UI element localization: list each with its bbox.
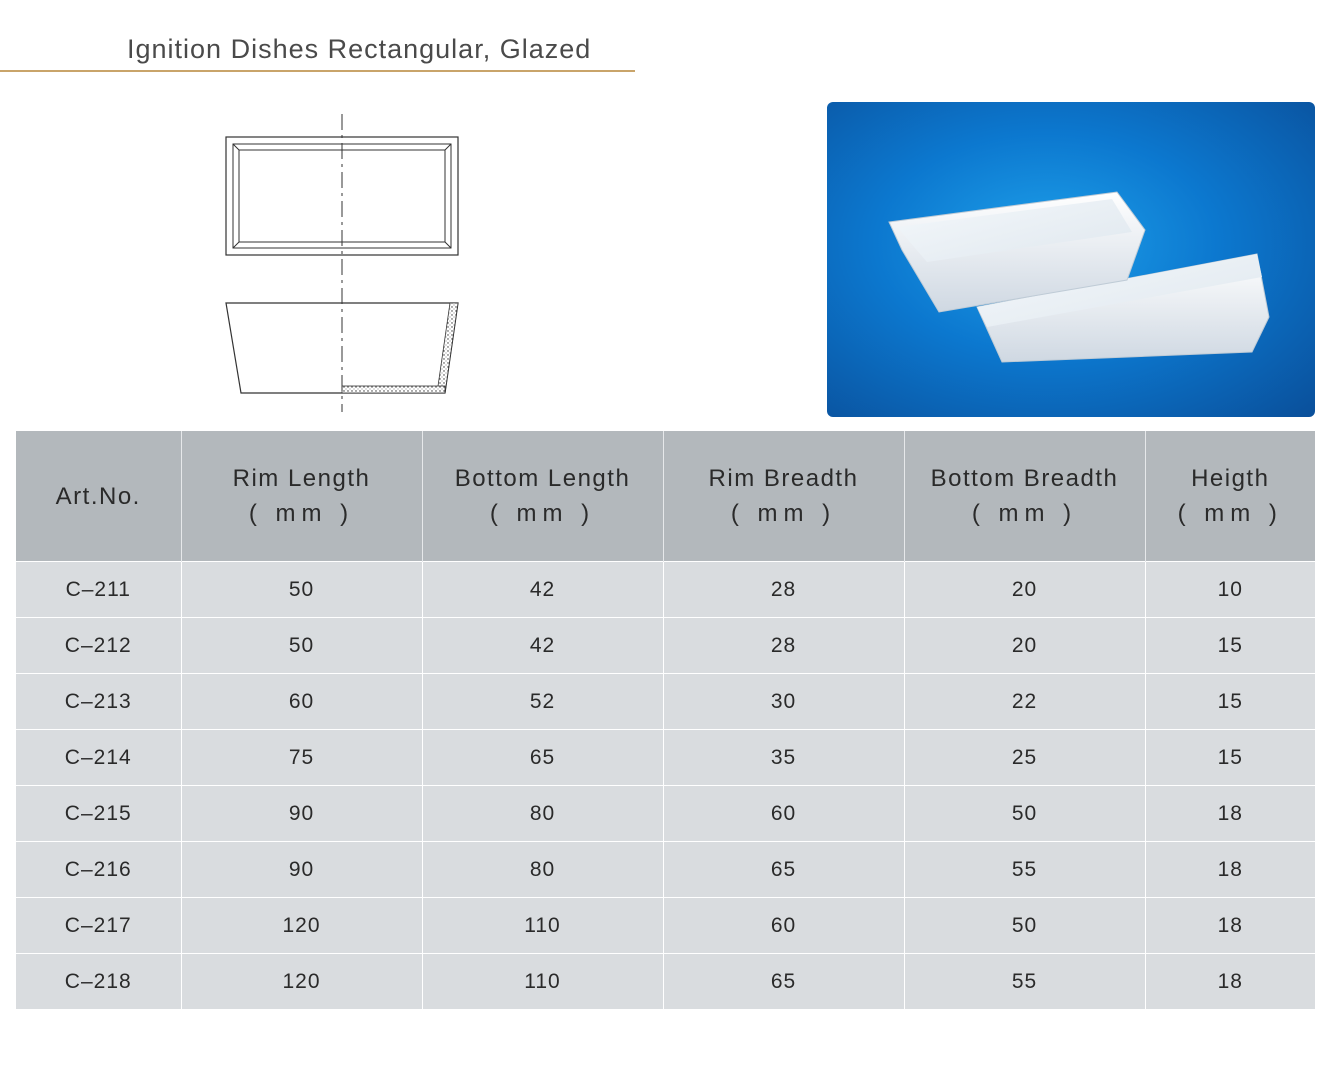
- cell-rim-breadth: 65: [663, 954, 904, 1010]
- cell-rim-breadth: 65: [663, 842, 904, 898]
- table-row: [16, 674, 1315, 730]
- header-bottom-length: Bottom Length ( mm ): [422, 431, 663, 562]
- title-underline: [0, 70, 635, 72]
- cell-art-no: C–218: [16, 954, 181, 1010]
- table-row: [16, 898, 1315, 954]
- cell-rim-breadth: 60: [663, 786, 904, 842]
- cell-bottom-breadth: 25: [904, 730, 1145, 786]
- cell-bottom-length: 52: [422, 674, 663, 730]
- table-row: [16, 954, 1315, 1010]
- cell-rim-length: 50: [181, 618, 422, 674]
- cell-rim-length: 50: [181, 562, 422, 618]
- cell-bottom-breadth: 20: [904, 618, 1145, 674]
- cell-bottom-length: 110: [422, 954, 663, 1010]
- cell-height: 15: [1145, 618, 1315, 674]
- header-bottom-breadth: Bottom Breadth ( mm ): [904, 431, 1145, 562]
- cell-art-no: C–215: [16, 786, 181, 842]
- cell-bottom-length: 80: [422, 786, 663, 842]
- cell-height: 18: [1145, 786, 1315, 842]
- table-row: [16, 842, 1315, 898]
- cell-art-no: C–212: [16, 618, 181, 674]
- cell-bottom-breadth: 55: [904, 954, 1145, 1010]
- cell-rim-breadth: 28: [663, 562, 904, 618]
- cell-art-no: C–216: [16, 842, 181, 898]
- cell-bottom-length: 65: [422, 730, 663, 786]
- cell-bottom-breadth: 50: [904, 898, 1145, 954]
- table-row: [16, 562, 1315, 618]
- cell-height: 18: [1145, 898, 1315, 954]
- spec-table: [16, 431, 1315, 1009]
- cell-rim-breadth: 35: [663, 730, 904, 786]
- technical-drawing-icon: [215, 110, 475, 425]
- cell-rim-breadth: 60: [663, 898, 904, 954]
- cell-rim-length: 75: [181, 730, 422, 786]
- cell-rim-length: 120: [181, 898, 422, 954]
- cell-height: 15: [1145, 730, 1315, 786]
- table-row: [16, 730, 1315, 786]
- cell-rim-breadth: 28: [663, 618, 904, 674]
- cell-bottom-length: 80: [422, 842, 663, 898]
- cell-bottom-breadth: 22: [904, 674, 1145, 730]
- cell-height: 10: [1145, 562, 1315, 618]
- cell-height: 18: [1145, 954, 1315, 1010]
- table-row: [16, 786, 1315, 842]
- cell-bottom-breadth: 50: [904, 786, 1145, 842]
- cell-bottom-length: 110: [422, 898, 663, 954]
- cell-bottom-length: 42: [422, 562, 663, 618]
- header-height: Heigth ( mm ): [1145, 431, 1315, 562]
- cell-rim-length: 120: [181, 954, 422, 1010]
- cell-rim-length: 60: [181, 674, 422, 730]
- header-rim-length: Rim Length ( mm ): [181, 431, 422, 562]
- header-art-no: Art.No.: [16, 431, 181, 562]
- cell-bottom-length: 42: [422, 618, 663, 674]
- cell-rim-length: 90: [181, 786, 422, 842]
- cell-rim-length: 90: [181, 842, 422, 898]
- cell-bottom-breadth: 20: [904, 562, 1145, 618]
- cell-art-no: C–214: [16, 730, 181, 786]
- cell-art-no: C–217: [16, 898, 181, 954]
- ceramic-dish-photo: [827, 102, 1315, 417]
- cell-art-no: C–213: [16, 674, 181, 730]
- cell-rim-breadth: 30: [663, 674, 904, 730]
- cell-height: 15: [1145, 674, 1315, 730]
- page-title: Ignition Dishes Rectangular, Glazed: [127, 34, 592, 64]
- table-header-row: [16, 431, 1315, 562]
- header-rim-breadth: Rim Breadth ( mm ): [663, 431, 904, 562]
- cell-bottom-breadth: 55: [904, 842, 1145, 898]
- table-row: [16, 618, 1315, 674]
- cell-art-no: C–211: [16, 562, 181, 618]
- cell-height: 18: [1145, 842, 1315, 898]
